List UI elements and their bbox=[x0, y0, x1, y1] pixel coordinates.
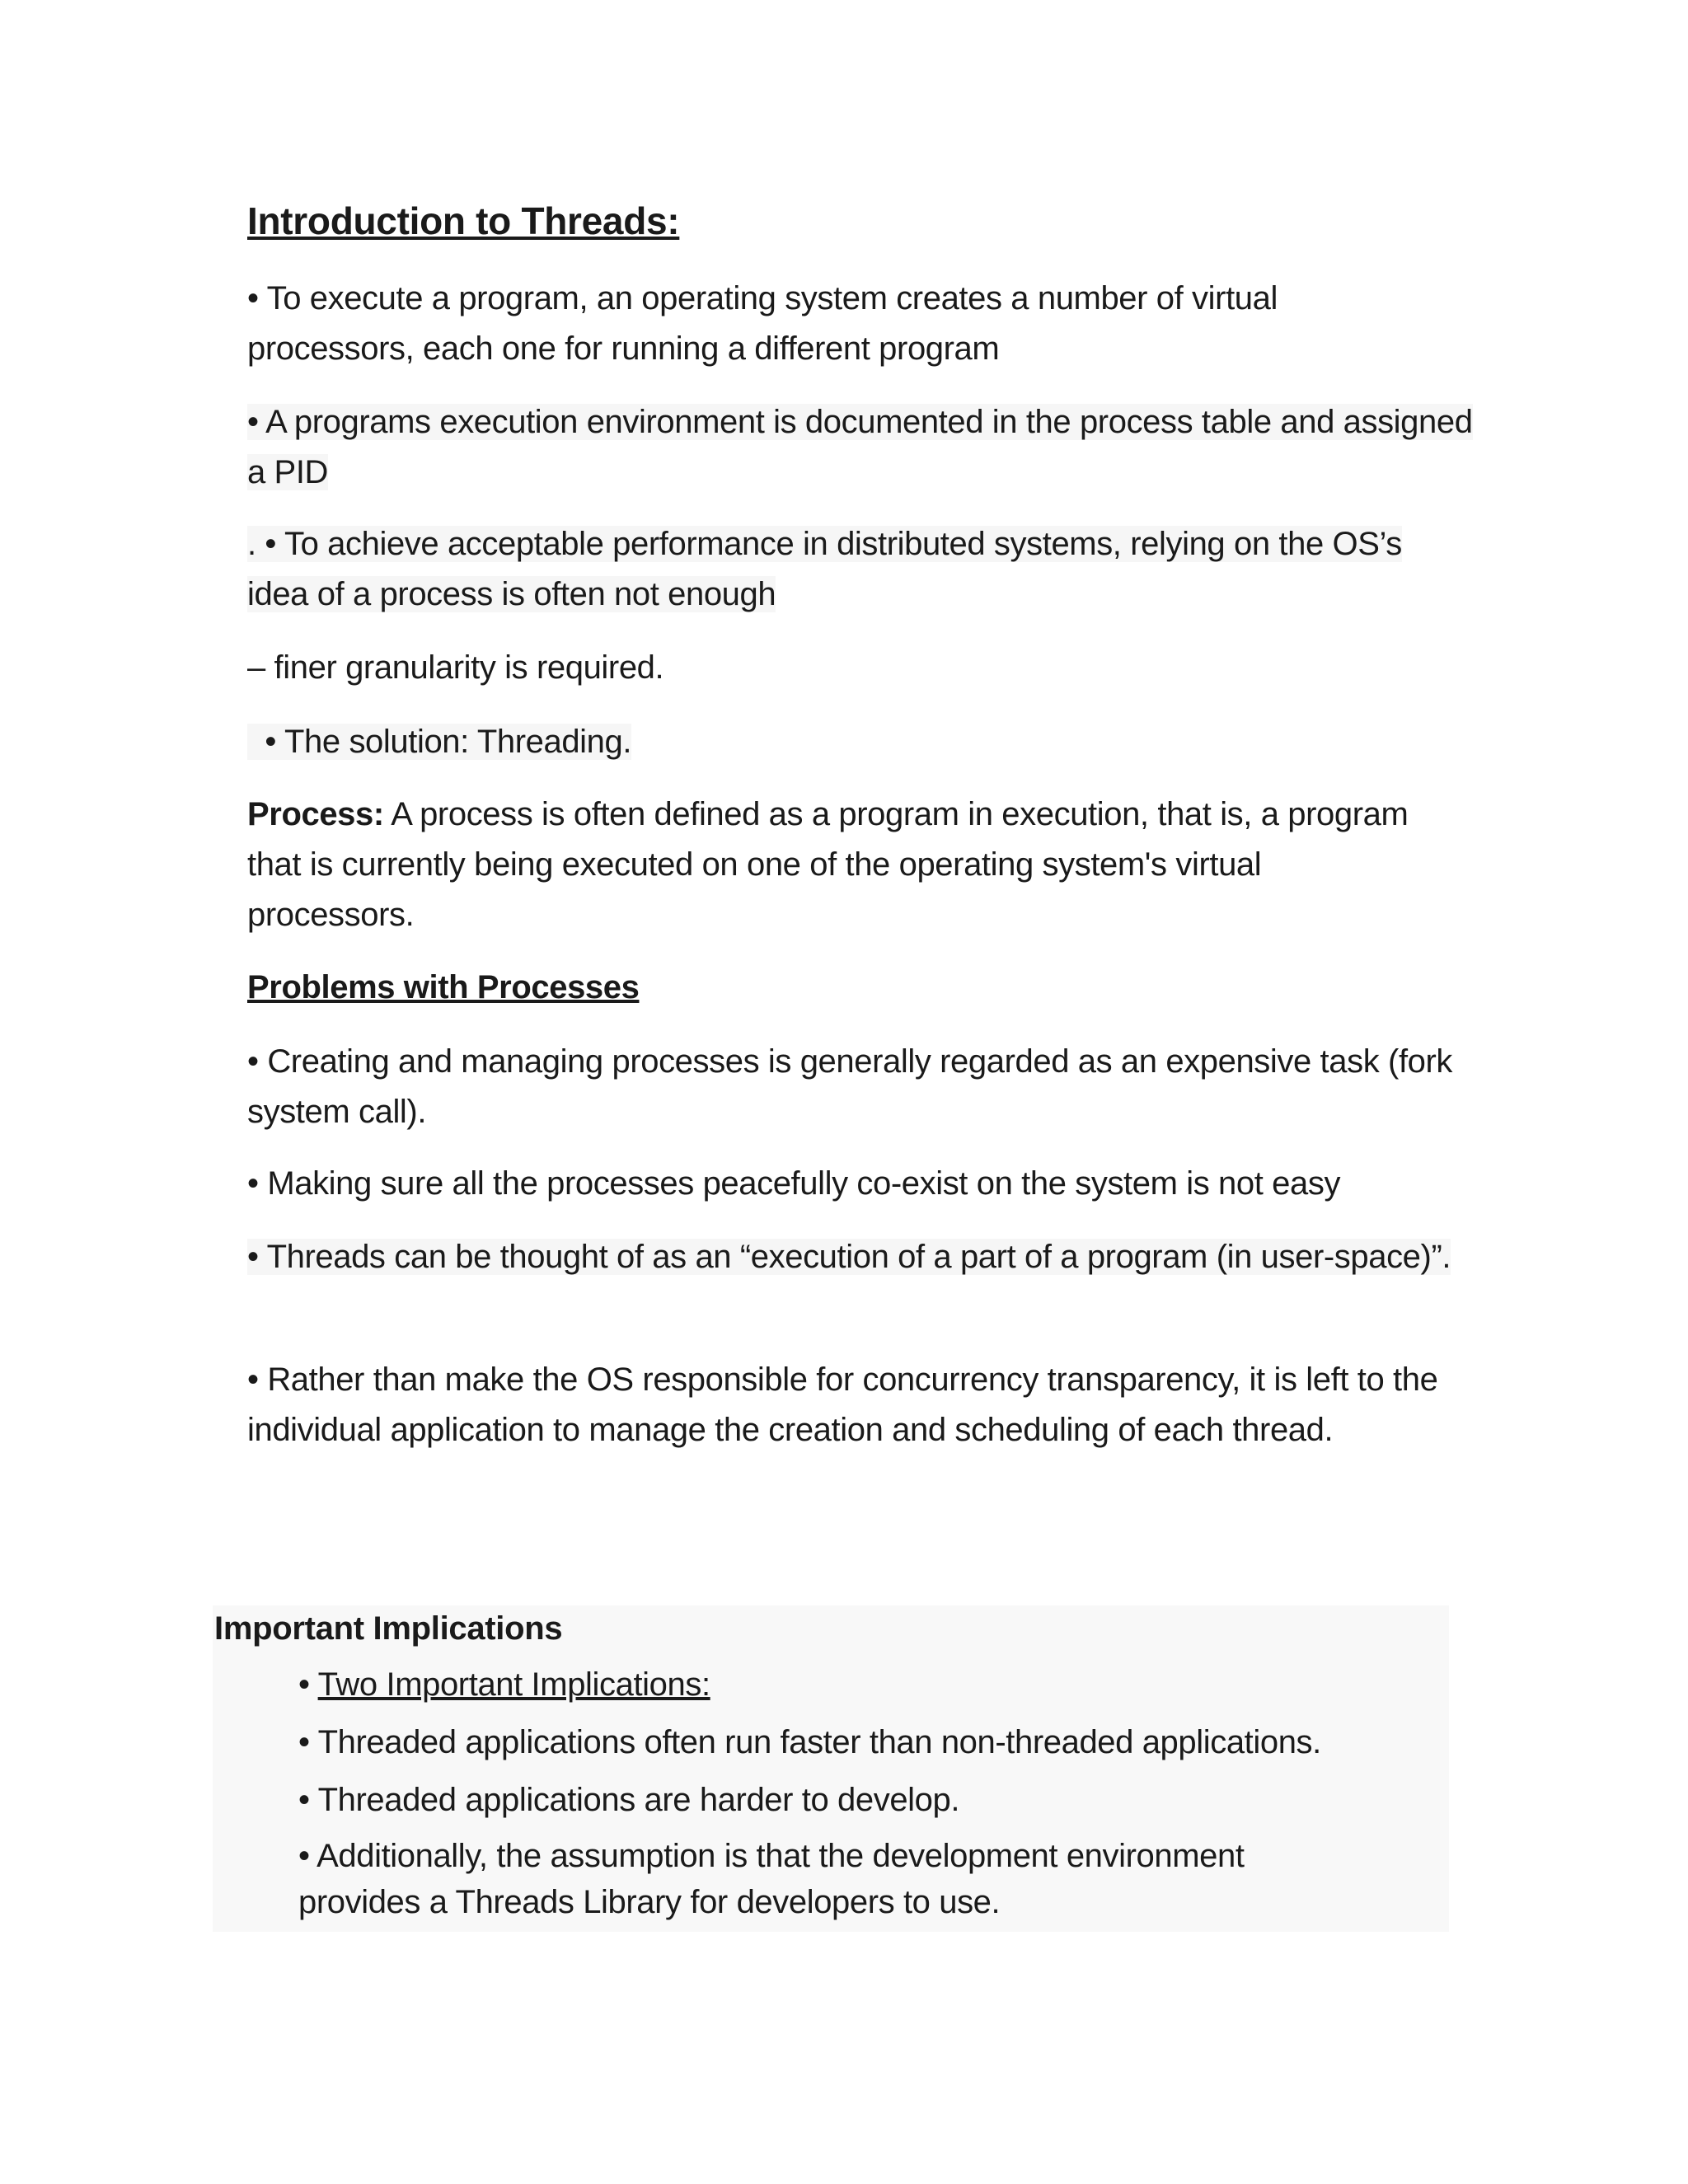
process-label: Process: bbox=[247, 796, 384, 832]
implications-heading: Important Implications bbox=[214, 1610, 563, 1647]
intro-bullet-1 bbox=[247, 274, 1451, 374]
bullet-text: • To execute a program, an operating system creates a number of virtual processors, each one for running a different program bbox=[247, 280, 1278, 367]
bullet-text: • Threads can be thought of as an “execution of a part of a program (in user-space)”. bbox=[247, 1239, 1451, 1275]
problems-bullet-3 bbox=[247, 1232, 1467, 1282]
intro-bullet-2 bbox=[247, 397, 1484, 498]
bullet-text: • Creating and managing processes is generally regarded as an expensive task (fork system call). bbox=[247, 1043, 1453, 1130]
implications-bullet-2: • Threaded applications are harder to develop. bbox=[298, 1782, 960, 1818]
bullet-text: • Rather than make the OS responsible for concurrency transparency, it is left to the individual application to manage the creation and scheduling of each thread. bbox=[247, 1361, 1438, 1448]
bullet-text: – finer granularity is required. bbox=[247, 649, 664, 686]
bullet-text: . • To achieve acceptable performance in distributed systems, relying on the OS’s idea of a process is often not enough bbox=[247, 526, 1402, 612]
bullet-text: • Making sure all the processes peacefully co-exist on the system is not easy bbox=[247, 1165, 1341, 1202]
implications-bullet-3: • Additionally, the assumption is that the development environment bbox=[298, 1838, 1245, 1874]
problems-bullet-1 bbox=[247, 1037, 1484, 1137]
problems-heading: Problems with Processes bbox=[247, 969, 640, 1005]
intro-bullet-5 bbox=[247, 717, 1467, 767]
implications-subheading bbox=[298, 1661, 710, 1708]
process-paragraph bbox=[247, 790, 1434, 940]
implications-subheading-text: Two Important Implications: bbox=[317, 1666, 710, 1703]
intro-bullet-4 bbox=[247, 643, 1467, 693]
page-title: Introduction to Threads: bbox=[247, 199, 680, 242]
implications-bullet-1: • Threaded applications often run faster than non-threaded applications. bbox=[298, 1724, 1321, 1760]
implications-bullet-3-continued: provides a Threads Library for developers to use. bbox=[298, 1884, 1001, 1920]
intro-bullet-3 bbox=[247, 519, 1451, 620]
process-text: A process is often defined as a program in execution, that is, a program that is currently being executed on one of the operating system's virtual processors. bbox=[247, 796, 1409, 933]
bullet-text: • The solution: Threading. bbox=[247, 724, 632, 760]
bullet-text: • A programs execution environment is documented in the process table and assigned a PID bbox=[247, 404, 1473, 490]
title-block bbox=[247, 196, 1467, 246]
problems-bullet-4 bbox=[247, 1355, 1467, 1455]
bullet-mark: • bbox=[298, 1666, 318, 1703]
problems-bullet-2 bbox=[247, 1159, 1484, 1209]
problems-section bbox=[247, 963, 1467, 1013]
